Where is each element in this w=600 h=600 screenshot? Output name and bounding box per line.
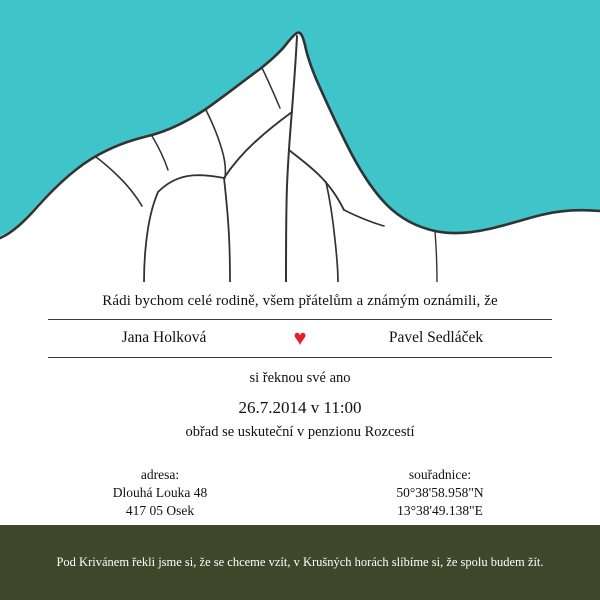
coordinates-block	[340, 466, 540, 521]
address-line-2: 417 05 Osek	[125, 503, 195, 519]
invitation-text-block	[0, 282, 600, 525]
date-line: 26.7.2014 v 11:00	[238, 398, 362, 417]
mountain-peak-icon	[0, 0, 600, 282]
footer-rhyme: Pod Krivánem řekli jsme si, že se chceme vzít, v Krušných horách slíbíme si, že spolu budem žít.	[56, 555, 544, 570]
coordinates-title: souřadnice:	[408, 467, 472, 482]
bride-name: Jana Holková	[121, 329, 207, 346]
groom-name: Pavel Sedláček	[388, 329, 484, 346]
announcement-line: Rádi bychom celé rodině, všem přátelům a známým oznámili, že	[102, 293, 498, 309]
address-block	[60, 466, 260, 521]
address-title: adresa:	[140, 467, 180, 482]
ceremony-place-line: obřad se uskuteční v penzionu Rozcestí	[185, 424, 415, 440]
footer-band	[0, 525, 600, 600]
couple-names-row	[48, 319, 552, 358]
details-row	[60, 466, 540, 521]
vow-line: si řeknou své ano	[249, 370, 351, 386]
coordinates-longitude: 13°38'49.138"E	[397, 503, 483, 519]
heart-icon: ♥	[293, 325, 307, 350]
coordinates-latitude: 50°38'58.958"N	[396, 485, 484, 501]
address-line-1: Dlouhá Louka 48	[112, 485, 208, 501]
mountain-illustration	[0, 0, 600, 282]
